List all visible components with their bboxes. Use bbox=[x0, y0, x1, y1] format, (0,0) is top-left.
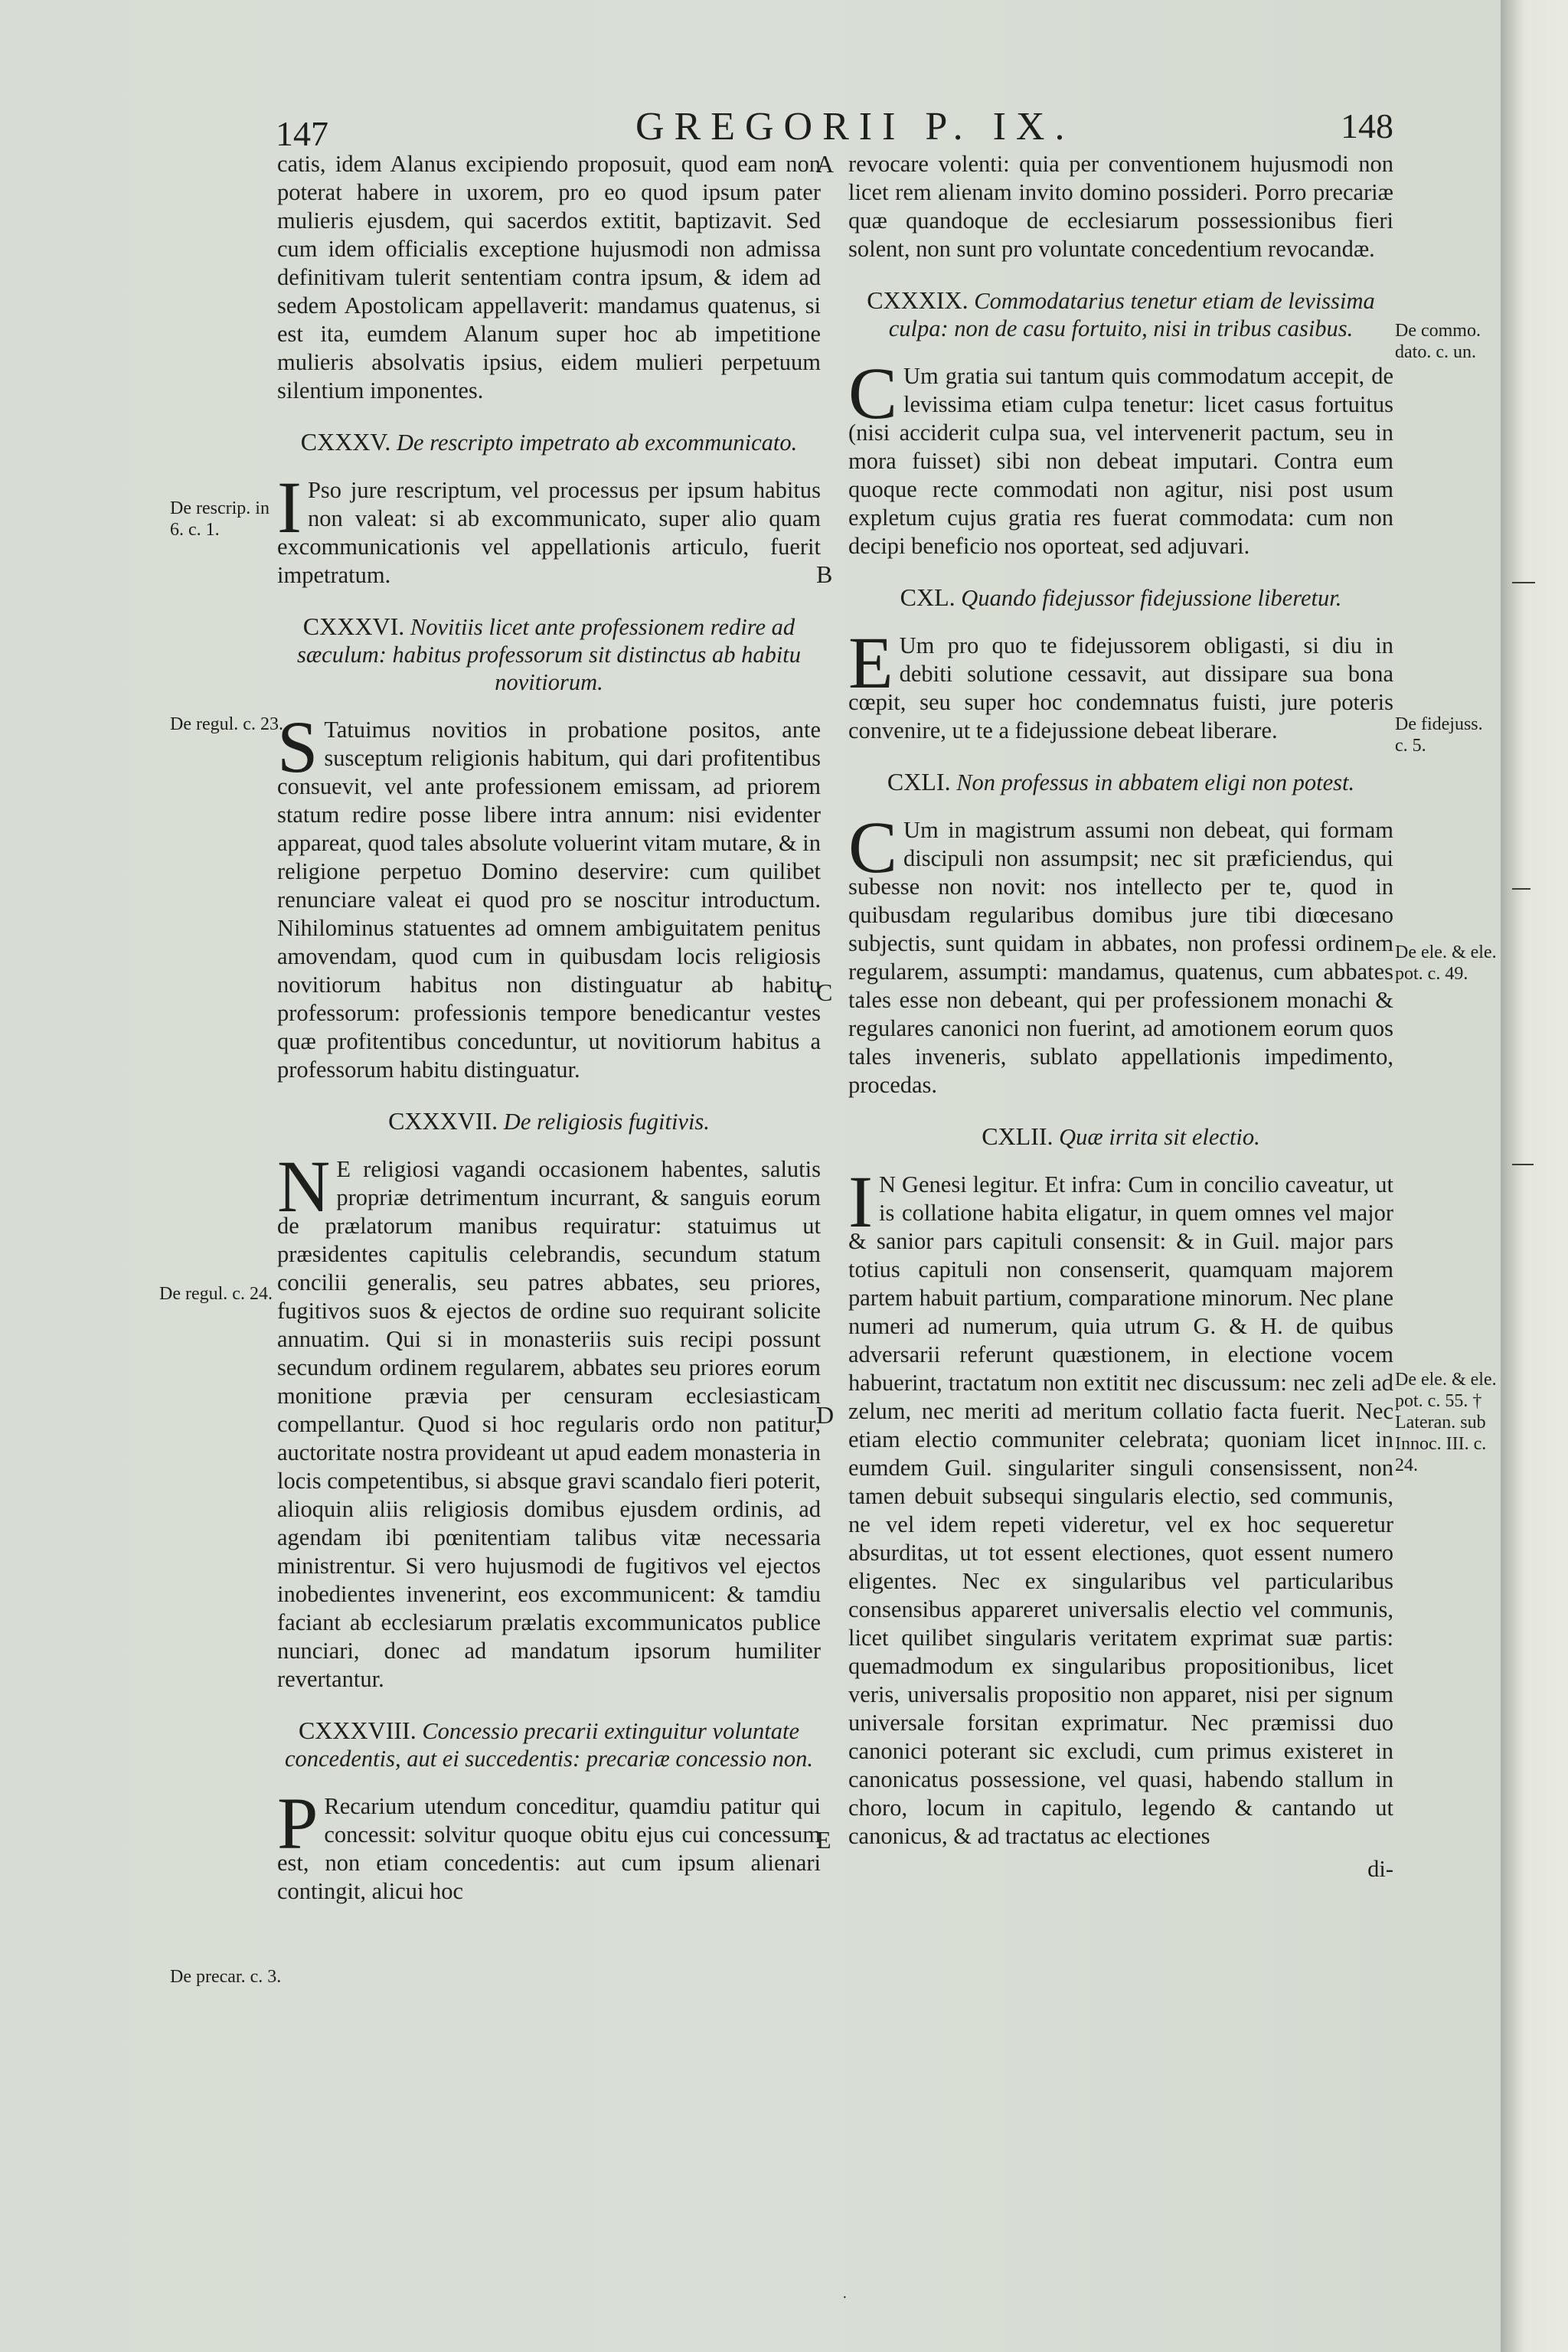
section-heading bbox=[848, 1122, 1393, 1151]
margin-note-left: De rescrip. in 6. c. 1. bbox=[170, 498, 270, 540]
page-number-right: 148 bbox=[1341, 106, 1393, 145]
facing-page-text-fragment bbox=[1512, 888, 1530, 890]
drop-cap: S bbox=[277, 706, 318, 788]
margin-letter-b: B bbox=[816, 560, 833, 588]
running-header bbox=[276, 100, 1393, 153]
facing-page-text-fragment bbox=[1512, 582, 1535, 583]
section-number: CXXXV. bbox=[300, 428, 391, 456]
section-heading bbox=[277, 612, 821, 696]
section-number: CXLII. bbox=[982, 1122, 1054, 1150]
section-heading bbox=[277, 1717, 821, 1772]
section-body: S Tatuimus novitios in probatione positos, ante susceptum religionis habitum, qui dari profitentibus consuevit, vel ante professionem emissam, ad priorem statum redire posse libere intra annum: nisi evidenter appareat, quod tales absolute voluerint vitam mutare, & in religione perpetuo Domino deservire: cum quilibet renunciare valeat ei quod pro se noscitur introductum. Nihilominus statuentes ad omnem ambiguitatem penitus amovendam, quod cum in quibusdam locis religiosis novitiorum habitus non distinguatur ab habitu professorum: professionis tempore benedicantur vestes quæ profitentibus conceduntur, ut novitiorum habitus a professorum habitu distinguatur. bbox=[277, 706, 821, 1083]
section-number: CXXXVI. bbox=[302, 612, 405, 640]
section-title: Concessio precarii extinguitur voluntate concedentis, aut ei succedentis: precariæ concessio non. bbox=[284, 1718, 814, 1772]
left-column bbox=[277, 150, 821, 1906]
section-body: C Um in magistrum assumi non debeat, qui formam discipuli non assumpsit; nec sit præficiendus, qui subesse non novit: nos intellecto per te, quod in quibusdam regularibus domibus jure tibi diœcesano subjectis, sunt quidam in abbates, non professi ordinem regularem, assumpti: mandamus, quatenus, cum abbates tales esse non debeant, qui per professionem monachi & regulares canonici non fuerint, ad amotionem eorum quos tales inveneris, sublato appellationis impedimento, procedas. bbox=[848, 806, 1393, 1098]
margin-letter-c: C bbox=[816, 978, 833, 1006]
section-number: CXXXIX. bbox=[867, 286, 969, 314]
margin-letter-d: D bbox=[816, 1401, 835, 1429]
catchword: di- bbox=[1367, 1856, 1393, 1882]
margin-note-left: De precar. c. 3. bbox=[170, 1967, 282, 1987]
page-number-left: 147 bbox=[276, 114, 328, 153]
running-title: GREGORII P. IX. bbox=[635, 105, 1075, 149]
section-title: De religiosis fugitivis. bbox=[503, 1109, 710, 1135]
margin-note-right: De commo. dato. c. un. bbox=[1395, 321, 1481, 362]
margin-note-left: De regul. c. 23. bbox=[170, 714, 283, 734]
section-heading bbox=[848, 583, 1393, 612]
continued-paragraph: catis, idem Alanus excipiendo proposuit, quod eam non poterat habere in uxorem, pro eo quod ipsum pater mulieris ejusdem, qui sacerdos extitit, baptizavit. Sed cum idem officialis exceptione hujusmodi non admissa definitivam tulerit sententiam contra ipsum, & idem ad sedem Apostolicam appellaverit: mandamus quatenus, si est ita, eumdem Alanum super hoc ab impetitione mulieris absolvatis ipsius, eidem mulieri perpetuum silentium imponentes. bbox=[277, 151, 821, 403]
margin-note-right: De ele. & ele. pot. c. 55. † Lateran. sub Innoc. III. c. 24. bbox=[1395, 1370, 1497, 1475]
section-heading bbox=[848, 768, 1393, 796]
margin-letter-e: E bbox=[816, 1826, 831, 1854]
drop-cap: C bbox=[848, 806, 898, 888]
section-body: P Recarium utendum conceditur, quamdiu patitur qui concessit: solvitur quoque obitu ejus cui concessum est, non etiam concedentis: aut cum ipsum alienari contingit, alicui hoc bbox=[277, 1782, 821, 1904]
section-title: De rescripto impetrato ab excommunicato. bbox=[397, 430, 798, 456]
section-title: Quando fidejussor fidejussione liberetur. bbox=[961, 585, 1342, 611]
section-number: CXLI. bbox=[887, 768, 951, 795]
drop-cap: I bbox=[277, 466, 302, 548]
section-number: CXXXVII. bbox=[388, 1107, 498, 1135]
margin-note-right: De ele. & ele. pot. c. 49. bbox=[1395, 942, 1497, 984]
section-title: Novitiis licet ante professionem redire ad sæculum: habitus professorum sit distinctus ab habitu novitiorum. bbox=[296, 614, 802, 695]
drop-cap: N bbox=[277, 1145, 331, 1227]
section-heading bbox=[277, 428, 821, 456]
drop-cap: E bbox=[848, 622, 893, 704]
facing-page-edge bbox=[1501, 0, 1568, 2352]
section-body: I N Genesi legitur. Et infra: Cum in concilio caveatur, ut is collatione habita eligatur, in quem omnes vel major & sanior pars capituli consensit: & in Guil. major pars totius capituli non consenserit, quamquam majorem partem habuit partium, comparatione minorum. Nec plane numeri ad numerum, quia utrum G. & H. de quibus adversarii referunt quæstionem, in electione vocem habuerint, tractatum non extitit nec discussum: nec zeli ad zelum, nec meriti ad meritum collatio facta fuerit. Nec etiam electio communiter celebrata; quoniam licet in eumdem Guil. singulariter singuli consensissent, non tamen debuit subsequi singularis electio, sed communis, ne vel idem repeti videretur, vel ex hoc sequeretur absurditas, ut tot essent electiones, quot essent numero eligentes. Nec ex singularibus vel particularibus consensibus appareret universalis electio vel communis, licet quilibet singularis veritatem exprimat suæ partis: quemadmodum ex singularibus propositionibus, licet veris, universalis propositio non apparet, nisi per signum universale forsitan exprimatur. Nec præmissi duo canonici poterant sic excludi, cum primus existeret in canonicatus possessione, vel quasi, habendo stallum in choro, locum in capitulo, legendo & cantando ut canonicus, & ad tractatus ac electiones bbox=[848, 1161, 1393, 1849]
footer-mark: · bbox=[842, 2289, 848, 2306]
section-heading bbox=[277, 1107, 821, 1135]
drop-cap: P bbox=[277, 1782, 318, 1864]
section-number: CXXXVIII. bbox=[298, 1717, 416, 1744]
continued-paragraph: revocare volenti: quia per conventionem hujusmodi non licet rem alienam invito domino possideri. Porro precariæ quæ quandoque de ecclesiarum possessionibus fieri solent, non sunt pro voluntate concedentium revocandæ. bbox=[848, 151, 1393, 262]
margin-note-right: De fidejuss. c. 5. bbox=[1395, 714, 1483, 756]
margin-letter-a: A bbox=[816, 150, 835, 178]
section-title: Non professus in abbatem eligi non potest. bbox=[956, 769, 1355, 795]
section-body: N E religiosi vagandi occasionem habentes, salutis propriæ detrimentum incurrant, & sanguis eorum de prælatorum manibus requiratur: statuimus ut præsidentes capitulis celebrandis, secundum statum concilii generalis, seu patres abbates, seu priores, fugitivos suos & ejectos de ordine suo requirant solicite annuatim. Qui si in monasteriis suis recipi possunt secundum ordinem regularem, abbates seu priores eorum monitione prævia per censuram ecclesiasticam compellantur. Quod si hoc regularis ordo non patitur, auctoritate nostra provideant ut apud eadem monasteria in locis competentibus, si absque gravi scandalo fieri poterit, alioquin aliis religiosis domibus ejusdem ordinis, ad agendam ibi pœnitentiam talibus vitæ necessaria ministrentur. Si vero hujusmodi de fugitivos vel ejectos inobedientes invenerint, eos excommunicent: & tamdiu faciant ab ecclesiarum prælatis excommunicatos publice nunciari, donec ad mandatum ipsorum humiliter revertantur. bbox=[277, 1145, 821, 1692]
drop-cap: C bbox=[848, 352, 898, 434]
section-body: E Um pro quo te fidejussorem obligasti, si diu in debiti solutione cessavit, aut dissipare sua bona cœpit, seu super hoc condemnatus fuisti, jure poteris convenire, ut te a fidejussione debeat liberare. bbox=[848, 622, 1393, 743]
right-column bbox=[848, 150, 1393, 1883]
section-body: I Pso jure rescriptum, vel processus per ipsum habitus non valeat: si ab excommunicato, super alio quam excommunicationis vel appellationis articulo, fuerit impetratum. bbox=[277, 466, 821, 588]
section-title: Quæ irrita sit electio. bbox=[1059, 1124, 1260, 1150]
margin-note-left: De regul. c. 24. bbox=[159, 1284, 273, 1304]
section-title: Commodatarius tenetur etiam de levissima culpa: non de casu fortuito, nisi in tribus casibus. bbox=[888, 288, 1375, 341]
facing-page-text-fragment bbox=[1512, 1164, 1534, 1165]
section-number: CXL. bbox=[900, 583, 956, 611]
section-heading bbox=[848, 286, 1393, 342]
section-body: C Um gratia sui tantum quis commodatum accepit, de levissima etiam culpa tenetur: licet casus fortuitus (nisi acciderit culpa sua, vel intervenerit pactum, seu in mora fuisset) sibi non debeat imputari. Contra eum quoque recte commodati non agitur, nisi post usum expletum cujus gratia res fuerat commodata: cum non decipi beneficio nos oporteat, sed adjuvari. bbox=[848, 352, 1393, 559]
drop-cap: I bbox=[848, 1161, 873, 1243]
